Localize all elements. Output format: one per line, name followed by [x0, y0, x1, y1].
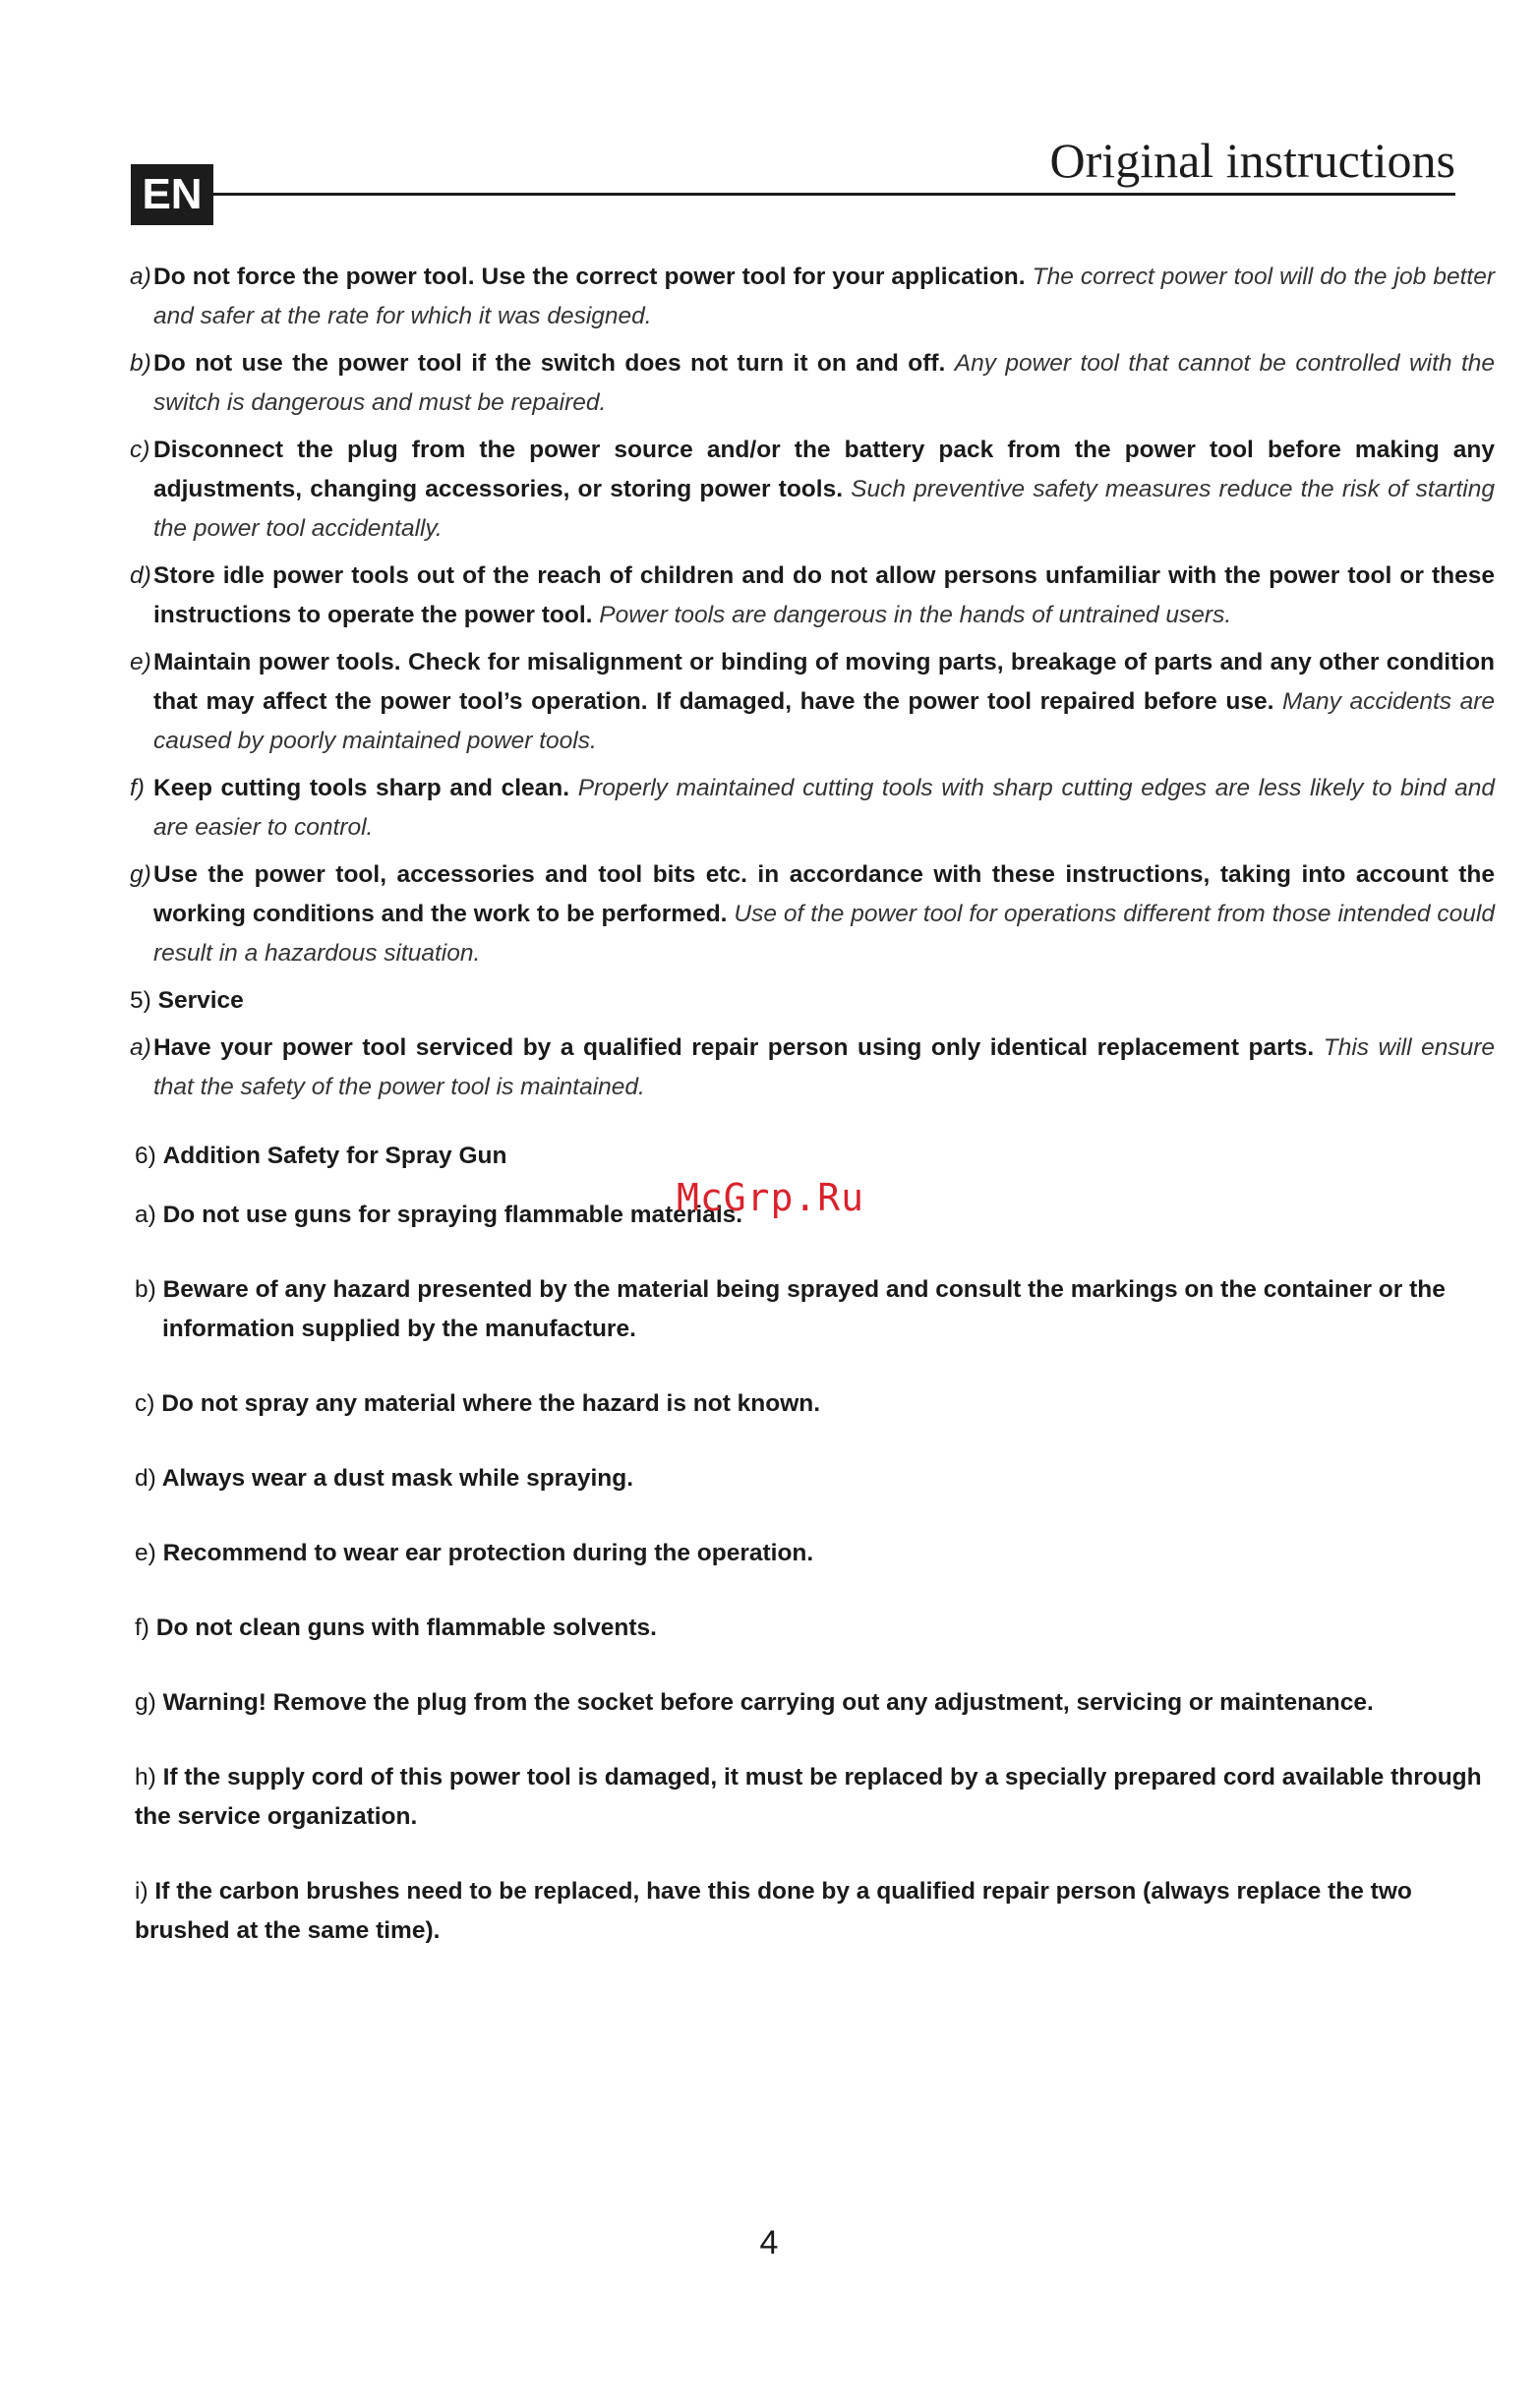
list-item — [130, 431, 1495, 549]
item-marker: d) — [130, 562, 151, 589]
list-item — [130, 769, 1495, 848]
spray-item — [135, 1270, 1495, 1349]
item-explanation: Any power tool that cannot be controlled with the switch is dangerous and must be repaired. — [153, 350, 1495, 416]
item-explanation: Use of the power tool for operations different from those intended could result in a hazardous situation. — [153, 901, 1495, 967]
item-instruction: Have your power tool serviced by a qualified repair person using only identical replacement parts. — [153, 1034, 1315, 1061]
item-text: If the carbon brushes need to be replaced, have this done by a qualified repair person (always replace the two brushed at the same time). — [135, 1878, 1412, 1944]
spray-item — [135, 1683, 1495, 1723]
page-header — [0, 0, 1538, 226]
section-number: 6) — [135, 1143, 156, 1169]
watermark: McGrp.Ru — [677, 1176, 865, 1219]
item-text: Do not spray any material where the hazard is not known. — [161, 1390, 821, 1417]
item-marker: f) — [130, 775, 145, 801]
item-marker: c) — [130, 437, 150, 463]
item-text: Do not use guns for spraying flammable materials. — [162, 1202, 743, 1228]
item-marker: g) — [135, 1689, 156, 1716]
item-explanation: Power tools are dangerous in the hands of untrained users. — [599, 602, 1232, 628]
list-item — [130, 258, 1495, 336]
page-title: Original instructions — [1049, 133, 1455, 188]
section-title: Addition Safety for Spray Gun — [162, 1143, 507, 1169]
list-item — [130, 855, 1495, 973]
item-text: Beware of any hazard presented by the material being sprayed and consult the markings on the container or the information supplied by the manufacture. — [162, 1276, 1446, 1342]
item-instruction: Do not force the power tool. Use the correct power tool for your application. — [153, 264, 1026, 290]
section-heading-service — [130, 981, 1495, 1021]
language-badge: EN — [131, 164, 213, 225]
item-marker: a) — [130, 1034, 151, 1061]
spray-item — [135, 1459, 1495, 1498]
header-divider — [213, 193, 1455, 196]
item-marker: a) — [130, 264, 151, 290]
item-instruction: Do not use the power tool if the switch does not turn it on and off. — [153, 350, 946, 377]
page-number: 4 — [759, 2224, 779, 2261]
item-text: If the supply cord of this power tool is damaged, it must be replaced by a specially prepared cord available through the service organization. — [135, 1764, 1482, 1830]
item-explanation: Many accidents are caused by poorly maintained power tools. — [153, 688, 1495, 754]
item-marker: e) — [130, 649, 151, 675]
section-title: Service — [157, 987, 244, 1014]
item-marker: h) — [135, 1764, 156, 1791]
list-item — [130, 1028, 1495, 1107]
section-number: 5) — [130, 987, 151, 1014]
item-marker: c) — [135, 1390, 155, 1417]
item-text: Always wear a dust mask while spraying. — [161, 1465, 634, 1492]
list-item — [130, 557, 1495, 635]
list-item — [130, 643, 1495, 761]
spray-item — [135, 1758, 1495, 1837]
item-explanation: Properly maintained cutting tools with sharp cutting edges are less likely to bind and are easier to control. — [153, 775, 1495, 841]
item-instruction: Disconnect the plug from the power source and/or the battery pack from the power tool before making any adjustments, changing accessories, or storing power tools. — [153, 437, 1495, 502]
item-marker: i) — [135, 1878, 148, 1905]
item-marker: e) — [135, 1540, 156, 1566]
item-marker: g) — [130, 861, 151, 888]
spray-item — [135, 1384, 1495, 1424]
item-explanation: This will ensure that the safety of the power tool is maintained. — [153, 1034, 1495, 1100]
item-marker: a) — [135, 1202, 156, 1228]
item-text: Recommend to wear ear protection during the operation. — [162, 1540, 814, 1566]
spray-item — [135, 1534, 1495, 1573]
item-instruction: Use the power tool, accessories and tool bits etc. in accordance with these instructions, taking into account the working conditions and the work to be performed. — [153, 861, 1495, 927]
item-marker: f) — [135, 1615, 149, 1641]
spray-item — [135, 1609, 1495, 1648]
item-text: Warning! Remove the plug from the socket before carrying out any adjustment, servicing or maintenance. — [162, 1689, 1374, 1716]
item-marker: b) — [130, 350, 151, 377]
list-item — [130, 344, 1495, 423]
document-body — [130, 258, 1495, 1986]
item-explanation: The correct power tool will do the job better and safer at the rate for which it was designed. — [153, 264, 1496, 329]
spray-item — [135, 1872, 1495, 1951]
item-instruction: Keep cutting tools sharp and clean. — [153, 775, 570, 801]
section-heading-spray — [135, 1137, 1495, 1176]
item-marker: d) — [135, 1465, 156, 1492]
item-text: Do not clean guns with flammable solvents. — [155, 1615, 657, 1641]
spray-gun-safety-section — [130, 1137, 1495, 1951]
item-instruction: Maintain power tools. Check for misalignment or binding of moving parts, breakage of parts and any other condition that may affect the power tool’s operation. If damaged, have the power tool repaired before use. — [153, 649, 1495, 715]
item-marker: b) — [135, 1276, 156, 1303]
item-instruction: Store idle power tools out of the reach of children and do not allow persons unfamiliar with the power tool or these instructions to operate the power tool. — [153, 562, 1495, 628]
item-explanation: Such preventive safety measures reduce the risk of starting the power tool accidentally. — [153, 476, 1495, 542]
